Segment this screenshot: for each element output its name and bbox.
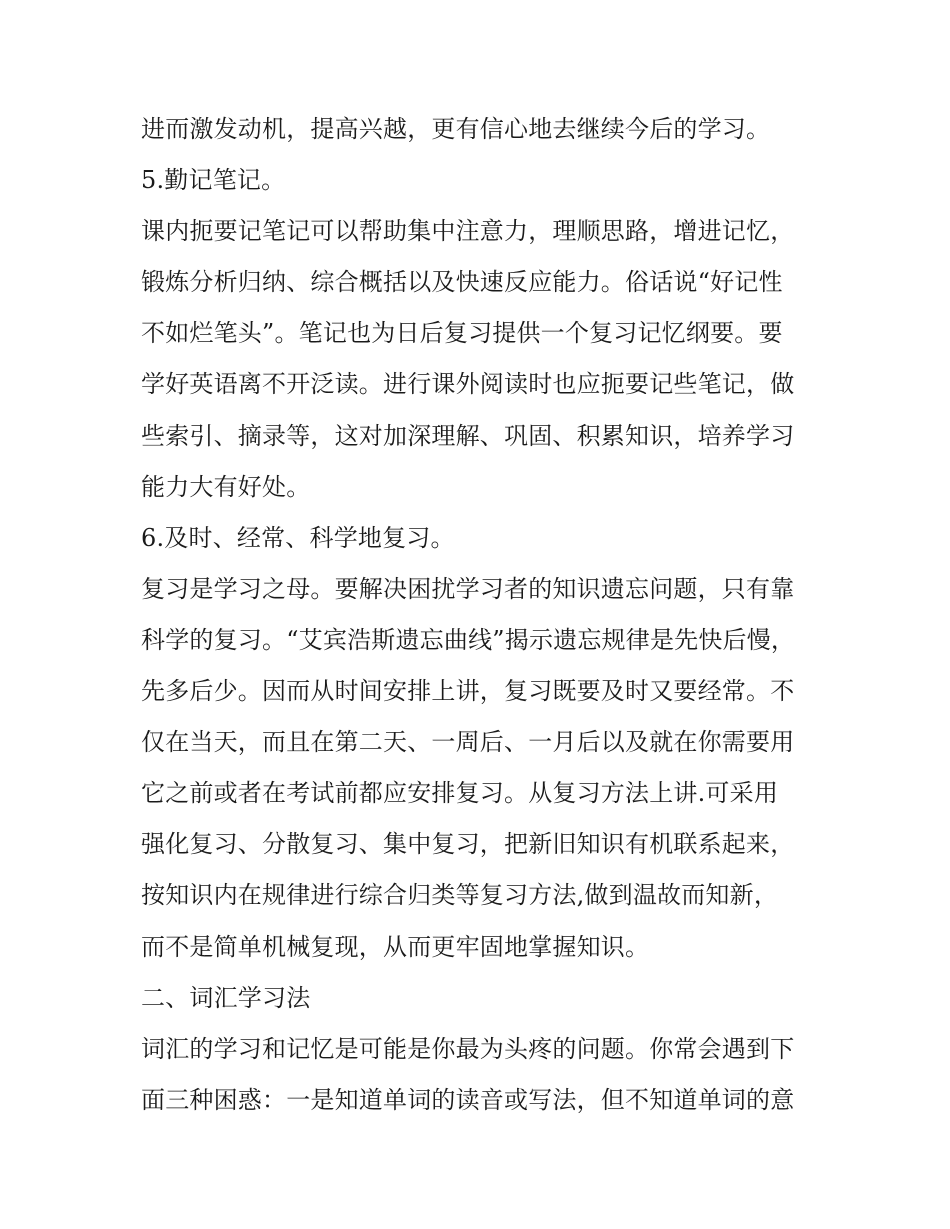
text-line: 课内扼要记笔记可以帮助集中注意力，理顺思路，增进记忆， bbox=[141, 217, 795, 246]
text-line: 学好英语离不开泛读。进行课外阅读时也应扼要记些笔记，做 bbox=[141, 370, 795, 399]
text-line: 能力大有好处。 bbox=[141, 472, 311, 501]
text-line: 先多后少。因而从时间安排上讲，复习既要及时又要经常。不 bbox=[141, 677, 795, 706]
section-heading: 6.及时、经常、科学地复习。 bbox=[141, 523, 455, 552]
text-line: 复习是学习之母。要解决困扰学习者的知识遗忘问题，只有靠 bbox=[141, 574, 795, 603]
text-line: 而不是简单机械复现，从而更牢固地掌握知识。 bbox=[141, 932, 650, 961]
text-line: 些索引、摘录等，这对加深理解、巩固、积累知识，培养学习 bbox=[141, 421, 795, 450]
text-line: 面三种困惑：一是知道单词的读音或写法，但不知道单词的意 bbox=[141, 1085, 795, 1114]
text-line: 科学的复习。“艾宾浩斯遗忘曲线”揭示遗忘规律是先快后慢， bbox=[141, 625, 796, 654]
body-text bbox=[141, 104, 821, 1126]
text-line: 仅在当天，而且在第二天、一周后、一月后以及就在你需要用 bbox=[141, 728, 795, 757]
text-line: 进而激发动机，提高兴越，更有信心地去继续今后的学习。 bbox=[141, 115, 771, 143]
section-heading: 5.勤记笔记。 bbox=[141, 166, 286, 195]
text-line: 词汇的学习和记忆是可能是你最为头疼的问题。你常会遇到下 bbox=[141, 1034, 795, 1063]
text-line: 不如烂笔头”。笔记也为日后复习提供一个复习记忆纲要。要 bbox=[141, 319, 783, 348]
text-line: 它之前或者在考试前都应安排复习。从复习方法上讲.可采用 bbox=[141, 779, 779, 808]
text-line: 强化复习、分散复习、集中复习，把新旧知识有机联系起来， bbox=[141, 830, 795, 859]
section-heading: 二、词汇学习法 bbox=[141, 983, 311, 1012]
text-line: 按知识内在规律进行综合归类等复习方法,做到温故而知新， bbox=[141, 881, 779, 910]
text-line: 锻炼分析归纳、综合概括以及快速反应能力。俗话说“好记性 bbox=[141, 268, 783, 297]
